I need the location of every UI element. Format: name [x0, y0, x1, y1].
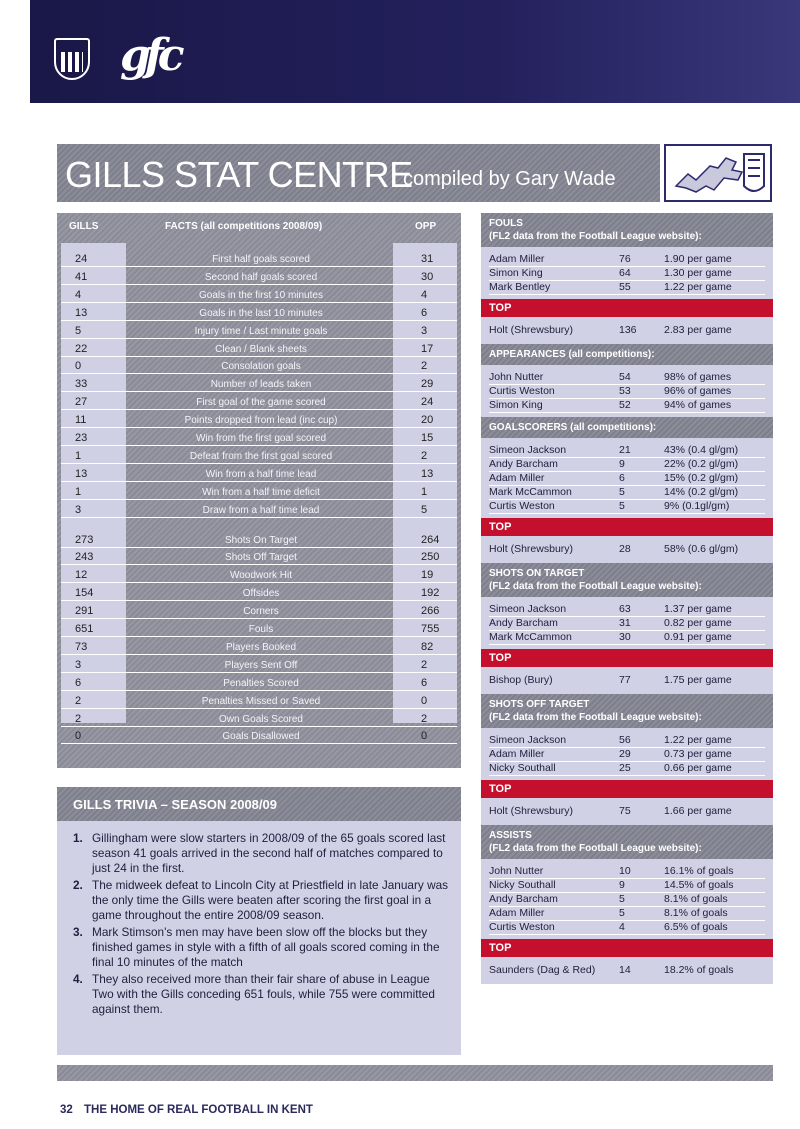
section-body-assists	[481, 859, 773, 939]
section-body-goalscorers	[481, 438, 773, 518]
top-player-row	[481, 536, 773, 563]
fact-label: Draw from a half time lead	[202, 504, 320, 516]
fact-row	[61, 432, 457, 446]
section-title: SHOTS ON TARGET	[489, 568, 585, 579]
stat-value: 9	[619, 458, 625, 470]
fact-row	[61, 360, 457, 374]
stat-rate: 1.30 per game	[664, 267, 732, 279]
stat-value: 31	[619, 617, 631, 629]
fact-label: Win from a half time lead	[205, 468, 317, 480]
stat-rate: 1.75 per game	[664, 674, 732, 686]
player-name: Mark McCammon	[489, 486, 572, 498]
player-name: Simeon Jackson	[489, 603, 567, 615]
fact-label: Number of leads taken	[210, 379, 312, 391]
player-name: Curtis Weston	[489, 921, 555, 933]
fact-row	[61, 569, 457, 583]
fact-label: Penalties Missed or Saved	[201, 695, 321, 707]
gills-value: 154	[75, 587, 94, 600]
opp-value: 4	[421, 288, 428, 301]
section-source: (FL2 data from the Football League website):	[489, 581, 702, 592]
stat-row	[489, 617, 765, 631]
stat-value: 30	[619, 631, 631, 643]
page-title: GILLS STAT CENTRE	[65, 154, 413, 195]
section-header-goalscorers	[481, 417, 773, 438]
fact-row	[61, 623, 457, 637]
trivia-item: 4. They also received more than their fair share of abuse in League Two with the Gills conceding 651 fouls, while 755 were committed against them.	[73, 972, 435, 1016]
player-name: Andy Barcham	[489, 617, 558, 629]
opp-value: 30	[421, 270, 434, 283]
player-name: Adam Miller	[489, 253, 545, 265]
section-title: FOULS	[489, 218, 523, 229]
top-player-row	[481, 798, 773, 825]
stat-value: 54	[619, 371, 631, 383]
stat-rate: 0.91 per game	[664, 631, 732, 643]
stat-row	[489, 921, 765, 935]
stat-row	[489, 472, 765, 486]
stat-rate: 6.5% of goals	[664, 921, 728, 933]
section-body-appearances	[481, 365, 773, 417]
opp-value: 3	[421, 324, 428, 337]
fact-label: Fouls	[248, 624, 274, 635]
gills-value: 243	[75, 551, 94, 564]
trivia-title: GILLS TRIVIA – SEASON 2008/09	[73, 797, 277, 812]
section-body-shots_on	[481, 597, 773, 649]
page-number: 32	[60, 1104, 73, 1116]
player-name: Adam Miller	[489, 907, 545, 919]
section-body-shots_off	[481, 728, 773, 780]
gills-value: 13	[75, 467, 88, 480]
opp-value: 2	[421, 449, 428, 462]
opp-value: 31	[421, 253, 434, 265]
fact-row	[61, 414, 457, 428]
trivia-item: 2. The midweek defeat to Lincoln City at Priestfield in late January was the only time the Gills were beaten after scoring the first goal in a game throughout the entire 2008/09 season.	[73, 878, 449, 922]
stat-row	[489, 748, 765, 762]
stat-row	[489, 486, 765, 500]
stat-value: 5	[619, 486, 625, 498]
fact-row	[61, 325, 457, 339]
trivia-header	[57, 787, 461, 821]
stat-rate: 18.2% of goals	[664, 964, 734, 976]
fact-row	[61, 534, 457, 548]
fact-label: Players Sent Off	[224, 659, 298, 671]
top-label: TOP	[481, 649, 773, 667]
opp-value: 24	[421, 396, 434, 409]
gills-value: 27	[75, 396, 88, 409]
stat-value: 4	[619, 921, 625, 933]
gills-value: 0	[75, 360, 82, 373]
fact-row	[61, 289, 457, 303]
player-name: Mark Bentley	[489, 281, 551, 293]
stat-rate: 98% of games	[664, 371, 732, 383]
fact-row	[61, 605, 457, 619]
fact-row	[61, 587, 457, 601]
player-name: Simeon Jackson	[489, 444, 567, 456]
stat-rate: 22% (0.2 gl/gm)	[664, 458, 739, 470]
opp-value: 82	[421, 640, 434, 653]
col-header-opp: OPP	[415, 221, 437, 232]
stat-rate: 8.1% of goals	[664, 907, 728, 919]
opp-value: 192	[421, 587, 440, 600]
stat-rate: 43% (0.4 gl/gm)	[664, 444, 739, 456]
fact-row	[61, 307, 457, 321]
player-name: Bishop (Bury)	[489, 674, 553, 686]
stat-row	[489, 324, 765, 338]
opp-value: 2	[421, 360, 428, 373]
stat-row	[489, 371, 765, 385]
stat-rate: 1.37 per game	[664, 603, 732, 615]
opp-value: 264	[421, 533, 440, 546]
gills-value: 0	[75, 730, 82, 743]
fact-row	[61, 253, 457, 267]
section-source: (FL2 data from the Football League website):	[489, 712, 702, 723]
footer-tagline: THE HOME OF REAL FOOTBALL IN KENT	[84, 1104, 313, 1116]
player-name: Curtis Weston	[489, 500, 555, 512]
fact-label: Second half goals scored	[204, 271, 318, 283]
bottom-divider	[57, 1065, 773, 1081]
stat-value: 21	[619, 444, 631, 456]
gills-value: 24	[75, 253, 88, 265]
stat-value: 52	[619, 399, 631, 411]
player-name: Adam Miller	[489, 472, 545, 484]
section-body-fouls	[481, 247, 773, 299]
top-player-row	[481, 667, 773, 694]
stat-rate: 16.1% of goals	[664, 865, 734, 877]
player-name: Nicky Southall	[489, 762, 556, 774]
stat-rate: 9% (0.1gl/gm)	[664, 500, 730, 512]
stat-value: 136	[619, 324, 637, 336]
player-name: John Nutter	[489, 865, 544, 877]
fact-label: Own Goals Scored	[219, 713, 303, 725]
player-stats-column	[481, 213, 773, 984]
section-header-shots_on	[481, 563, 773, 597]
fact-label: Goals in the last 10 minutes	[199, 307, 323, 319]
top-label: TOP	[481, 518, 773, 536]
gills-value: 23	[75, 432, 88, 444]
top-player-row	[481, 317, 773, 344]
stat-value: 55	[619, 281, 631, 293]
opp-value: 6	[421, 676, 428, 689]
top-banner	[30, 0, 800, 103]
stat-value: 56	[619, 734, 631, 746]
opp-value: 20	[421, 414, 434, 427]
section-title: APPEARANCES (all competitions):	[489, 349, 655, 360]
fact-row	[61, 271, 457, 285]
fact-label: Shots On Target	[224, 534, 298, 546]
opp-value: 5	[421, 503, 428, 516]
col-header-facts: FACTS (all competitions 2008/09)	[165, 221, 323, 232]
stat-rate: 1.22 per game	[664, 281, 732, 293]
fact-label: Defeat from the first goal scored	[189, 450, 333, 462]
stat-rate: 2.83 per game	[664, 324, 732, 336]
stat-rate: 94% of games	[664, 399, 732, 411]
stat-row	[489, 543, 765, 557]
opp-value: 15	[421, 432, 434, 444]
fact-row	[61, 486, 457, 500]
gills-value: 1	[75, 449, 82, 462]
stat-value: 25	[619, 762, 631, 774]
fact-row	[61, 343, 457, 357]
page-subtitle: compiled by Gary Wade	[403, 168, 616, 190]
section-header-shots_off	[481, 694, 773, 728]
player-name: John Nutter	[489, 371, 544, 383]
stat-value: 29	[619, 748, 631, 760]
section-title: ASSISTS	[489, 830, 532, 841]
opp-value: 250	[421, 551, 440, 564]
fact-label: First goal of the game scored	[196, 397, 326, 409]
player-name: Curtis Weston	[489, 385, 555, 397]
section-title: SHOTS OFF TARGET	[489, 699, 590, 710]
fact-label: First half goals scored	[212, 254, 310, 265]
opp-value: 0	[421, 730, 428, 743]
gills-value: 3	[75, 503, 82, 516]
opp-value: 755	[421, 623, 440, 635]
stat-value: 5	[619, 907, 625, 919]
stat-value: 5	[619, 893, 625, 905]
stat-row	[489, 603, 765, 617]
fact-row	[61, 378, 457, 392]
fact-row	[61, 695, 457, 709]
stat-value: 28	[619, 543, 631, 555]
stat-rate: 96% of games	[664, 385, 732, 397]
gills-value: 12	[75, 569, 88, 582]
trivia-item: 1. Gillingham were slow starters in 2008/09 of the 65 goals scored last season 41 goals arrived in the second half of matches compared to just 24 in the first.	[73, 831, 446, 875]
opp-value: 2	[421, 712, 428, 725]
facts-table	[57, 213, 461, 768]
stat-value: 77	[619, 674, 631, 686]
fact-label: Win from a half time deficit	[202, 486, 320, 498]
player-name: Holt (Shrewsbury)	[489, 543, 574, 555]
opp-value: 17	[421, 342, 434, 355]
fact-label: Clean / Blank sheets	[215, 343, 307, 355]
stat-row	[489, 267, 765, 281]
gills-value: 6	[75, 676, 82, 689]
fact-label: Woodwork Hit	[229, 570, 293, 582]
stat-value: 14	[619, 964, 631, 976]
gills-value: 41	[75, 270, 88, 283]
stat-value: 53	[619, 385, 631, 397]
fact-label: Goals Disallowed	[222, 731, 300, 743]
stat-value: 5	[619, 500, 625, 512]
fact-label: Offsides	[242, 588, 280, 600]
stat-row	[489, 879, 765, 893]
stat-value: 63	[619, 603, 631, 615]
stat-value: 64	[619, 267, 631, 279]
stat-value: 76	[619, 253, 631, 265]
section-source: (FL2 data from the Football League website):	[489, 231, 702, 242]
stat-value: 6	[619, 472, 625, 484]
gills-value: 4	[75, 288, 82, 301]
gills-value: 13	[75, 306, 88, 319]
player-name: Simon King	[489, 399, 543, 411]
trivia-item: 3. Mark Stimson's men may have been slow off the blocks but they finished games in style with a fifth of all goals scored coming in the final 10 minutes of the match	[73, 925, 440, 969]
stat-row	[489, 893, 765, 907]
fact-row	[61, 450, 457, 464]
section-title: GOALSCORERS (all competitions):	[489, 422, 657, 433]
player-name: Saunders (Dag & Red)	[489, 964, 596, 976]
gills-value: 73	[75, 640, 88, 653]
stat-rate: 15% (0.2 gl/gm)	[664, 472, 739, 484]
opp-value: 0	[421, 694, 428, 707]
stat-rate: 8.1% of goals	[664, 893, 728, 905]
gills-value: 11	[75, 414, 87, 427]
top-player-row	[481, 957, 773, 984]
player-name: Andy Barcham	[489, 458, 558, 470]
stat-row	[489, 964, 765, 978]
section-header-appearances	[481, 344, 773, 365]
col-header-gills: GILLS	[69, 221, 99, 232]
club-crest-icon	[54, 38, 90, 80]
stat-row	[489, 500, 765, 514]
stat-value: 75	[619, 805, 631, 817]
stat-rate: 1.22 per game	[664, 734, 732, 746]
gills-value: 1	[75, 485, 82, 498]
section-source: (FL2 data from the Football League website):	[489, 843, 702, 854]
stat-row	[489, 458, 765, 472]
player-name: Holt (Shrewsbury)	[489, 805, 574, 817]
fact-row	[61, 659, 457, 673]
fact-label: Shots Off Target	[225, 552, 297, 564]
opp-value: 29	[421, 378, 434, 391]
stat-row	[489, 631, 765, 645]
fact-label: Points dropped from lead (inc cup)	[184, 415, 338, 427]
stat-rate: 58% (0.6 gl/gm)	[664, 543, 739, 555]
stat-row	[489, 907, 765, 921]
fact-label: Players Booked	[225, 641, 297, 653]
fact-row	[61, 641, 457, 655]
gfc-logo: gfc	[120, 30, 179, 81]
top-label: TOP	[481, 780, 773, 798]
fact-row	[61, 551, 457, 565]
fact-row	[61, 677, 457, 691]
player-name: Andy Barcham	[489, 893, 558, 905]
gills-value: 3	[75, 658, 82, 671]
player-name: Simon King	[489, 267, 543, 279]
stat-row	[489, 399, 765, 413]
stat-rate: 1.66 per game	[664, 805, 732, 817]
gills-value: 2	[75, 694, 82, 707]
stat-row	[489, 865, 765, 879]
player-name: Simeon Jackson	[489, 734, 567, 746]
fact-row	[61, 468, 457, 482]
player-name: Holt (Shrewsbury)	[489, 324, 574, 336]
stat-value: 10	[619, 865, 631, 877]
opp-value: 2	[421, 658, 428, 671]
stat-row	[489, 385, 765, 399]
stat-rate: 0.66 per game	[664, 762, 732, 774]
opp-value: 266	[421, 605, 440, 618]
trivia-box	[57, 787, 461, 1055]
top-label: TOP	[481, 939, 773, 957]
gills-value: 22	[75, 342, 88, 355]
stat-row	[489, 734, 765, 748]
fact-label: Injury time / Last minute goals	[194, 325, 328, 337]
stat-rate: 14% (0.2 gl/gm)	[664, 486, 739, 498]
opp-value: 1	[421, 485, 428, 498]
player-name: Mark McCammon	[489, 631, 572, 643]
fact-row	[61, 504, 457, 518]
fact-row	[61, 713, 457, 727]
stat-row	[489, 805, 765, 819]
gills-value: 2	[75, 712, 82, 725]
fact-label: Goals in the first 10 minutes	[199, 289, 323, 301]
fact-row	[61, 730, 457, 744]
gills-value: 33	[75, 378, 88, 391]
stat-row	[489, 674, 765, 688]
section-header-assists	[481, 825, 773, 859]
opp-value: 13	[421, 467, 434, 480]
fact-label: Consolation goals	[221, 361, 301, 373]
opp-value: 6	[421, 306, 428, 319]
fact-label: Penalties Scored	[223, 677, 299, 689]
stat-rate: 0.73 per game	[664, 748, 732, 760]
stat-row	[489, 253, 765, 267]
stat-value: 9	[619, 879, 625, 891]
gills-value: 5	[75, 324, 82, 337]
stat-rate: 0.82 per game	[664, 617, 732, 629]
stat-row	[489, 762, 765, 776]
opp-value: 19	[421, 569, 434, 582]
gills-value: 651	[75, 623, 94, 635]
top-label: TOP	[481, 299, 773, 317]
stat-rate: 14.5% of goals	[664, 879, 734, 891]
fact-label: Win from the first goal scored	[195, 433, 327, 444]
horse-logo-icon	[664, 144, 772, 202]
gills-value: 273	[75, 533, 94, 546]
title-bar	[57, 144, 660, 202]
player-name: Nicky Southall	[489, 879, 556, 891]
gills-value: 291	[75, 605, 94, 618]
fact-row	[61, 396, 457, 410]
section-header-fouls	[481, 213, 773, 247]
player-name: Adam Miller	[489, 748, 545, 760]
page-footer	[60, 1104, 313, 1116]
fact-label: Corners	[243, 606, 279, 618]
stat-row	[489, 444, 765, 458]
stat-rate: 1.90 per game	[664, 253, 732, 265]
trivia-list	[73, 831, 449, 1019]
stat-row	[489, 281, 765, 295]
